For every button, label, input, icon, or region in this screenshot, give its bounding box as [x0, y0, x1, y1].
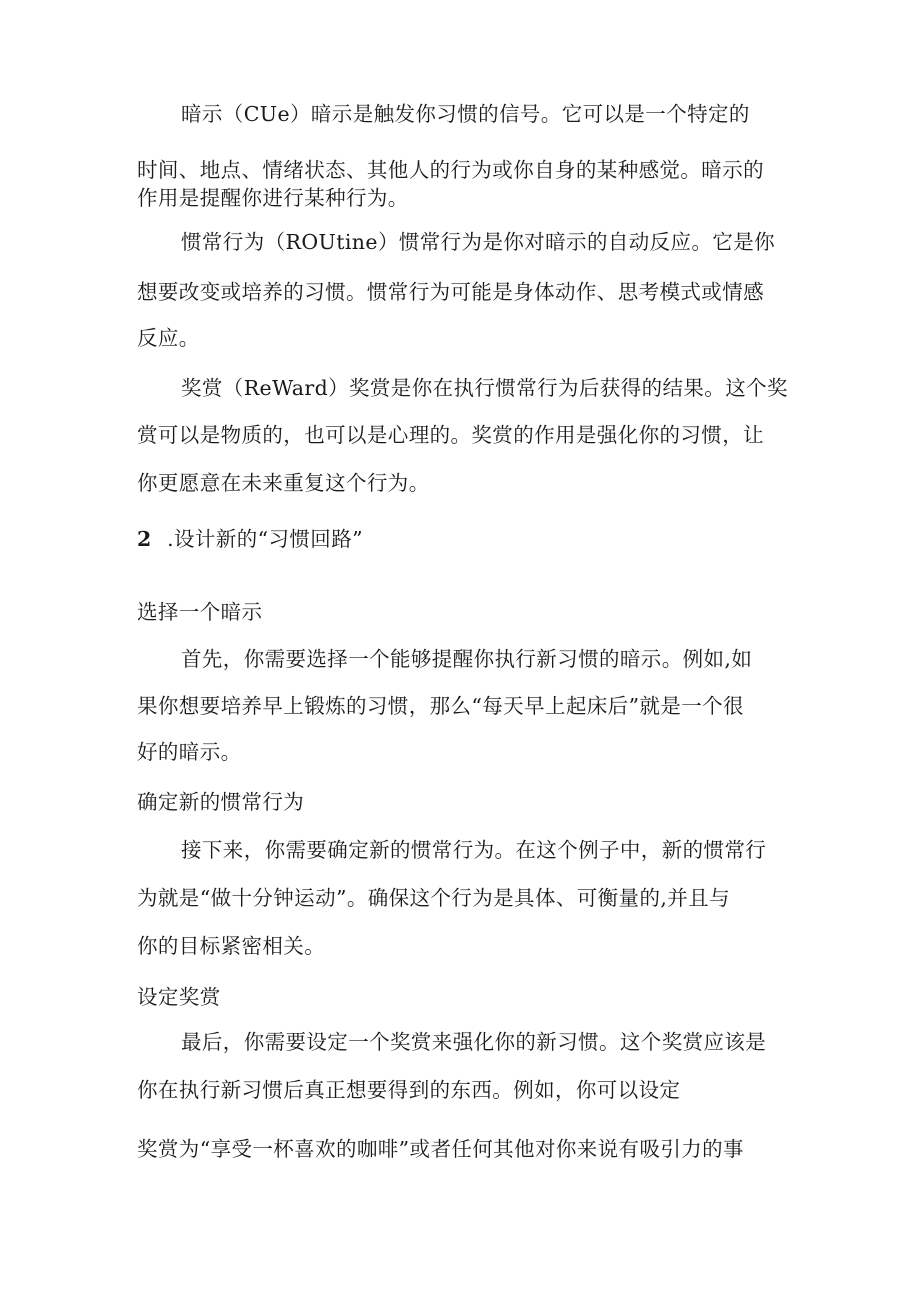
- routine-paragraph-line-3: 反应。: [137, 326, 200, 350]
- reward-paragraph-line-2: 赏可以是物质的，也可以是心理的。奖赏的作用是强化你的习惯，让: [137, 423, 764, 447]
- section-heading-number: 2: [137, 527, 154, 551]
- define-routine-title: 确定新的惯常行为: [137, 790, 305, 814]
- set-reward-line-2: 你在执行新习惯后真正想要得到的东西。例如，你可以设定: [137, 1078, 681, 1102]
- choose-cue-line-2: 果你想要培养早上锻炼的习惯，那么“每天早上起床后”就是一个很: [137, 694, 744, 718]
- choose-cue-line-1: 首先，你需要选择一个能够提醒你执行新习惯的暗示。例如,如: [181, 647, 753, 671]
- choose-cue-title: 选择一个暗示: [137, 600, 263, 624]
- cue-paragraph-line-1: 暗示（CUe）暗示是触发你习惯的信号。它可以是一个特定的: [181, 102, 750, 126]
- define-routine-line-1: 接下来，你需要确定新的惯常行为。在这个例子中，新的惯常行: [181, 838, 767, 862]
- reward-paragraph-line-3: 你更愿意在未来重复这个行为。: [137, 471, 430, 495]
- define-routine-line-2: 为就是“做十分钟运动”。确保这个行为是具体、可衡量的,并且与: [137, 886, 730, 910]
- set-reward-line-3: 奖赏为“享受一杯喜欢的咖啡”或者任何其他对你来说有吸引力的事: [137, 1137, 744, 1161]
- section-heading: [137, 525, 363, 553]
- define-routine-line-3: 你的目标紧密相关。: [137, 934, 326, 958]
- set-reward-title: 设定奖赏: [137, 985, 221, 1009]
- routine-paragraph-line-1: 惯常行为（ROUtine）惯常行为是你对暗示的自动反应。它是你: [181, 230, 776, 254]
- cue-paragraph-line-3: 作用是提醒你进行某种行为。: [137, 186, 409, 210]
- reward-paragraph-line-1: 奖赏（ReWard）奖赏是你在执行惯常行为后获得的结果。这个奖: [181, 376, 788, 400]
- routine-paragraph-line-2: 想要改变或培养的习惯。惯常行为可能是身体动作、思考模式或情感: [137, 280, 764, 304]
- choose-cue-line-3: 好的暗示。: [137, 740, 242, 764]
- cue-paragraph-line-2: 时间、地点、情绪状态、其他人的行为或你自身的某种感觉。暗示的: [137, 158, 764, 182]
- set-reward-line-1: 最后，你需要设定一个奖赏来强化你的新习惯。这个奖赏应该是: [181, 1030, 767, 1054]
- section-heading-text: .设计新的“习惯回路”: [167, 527, 363, 551]
